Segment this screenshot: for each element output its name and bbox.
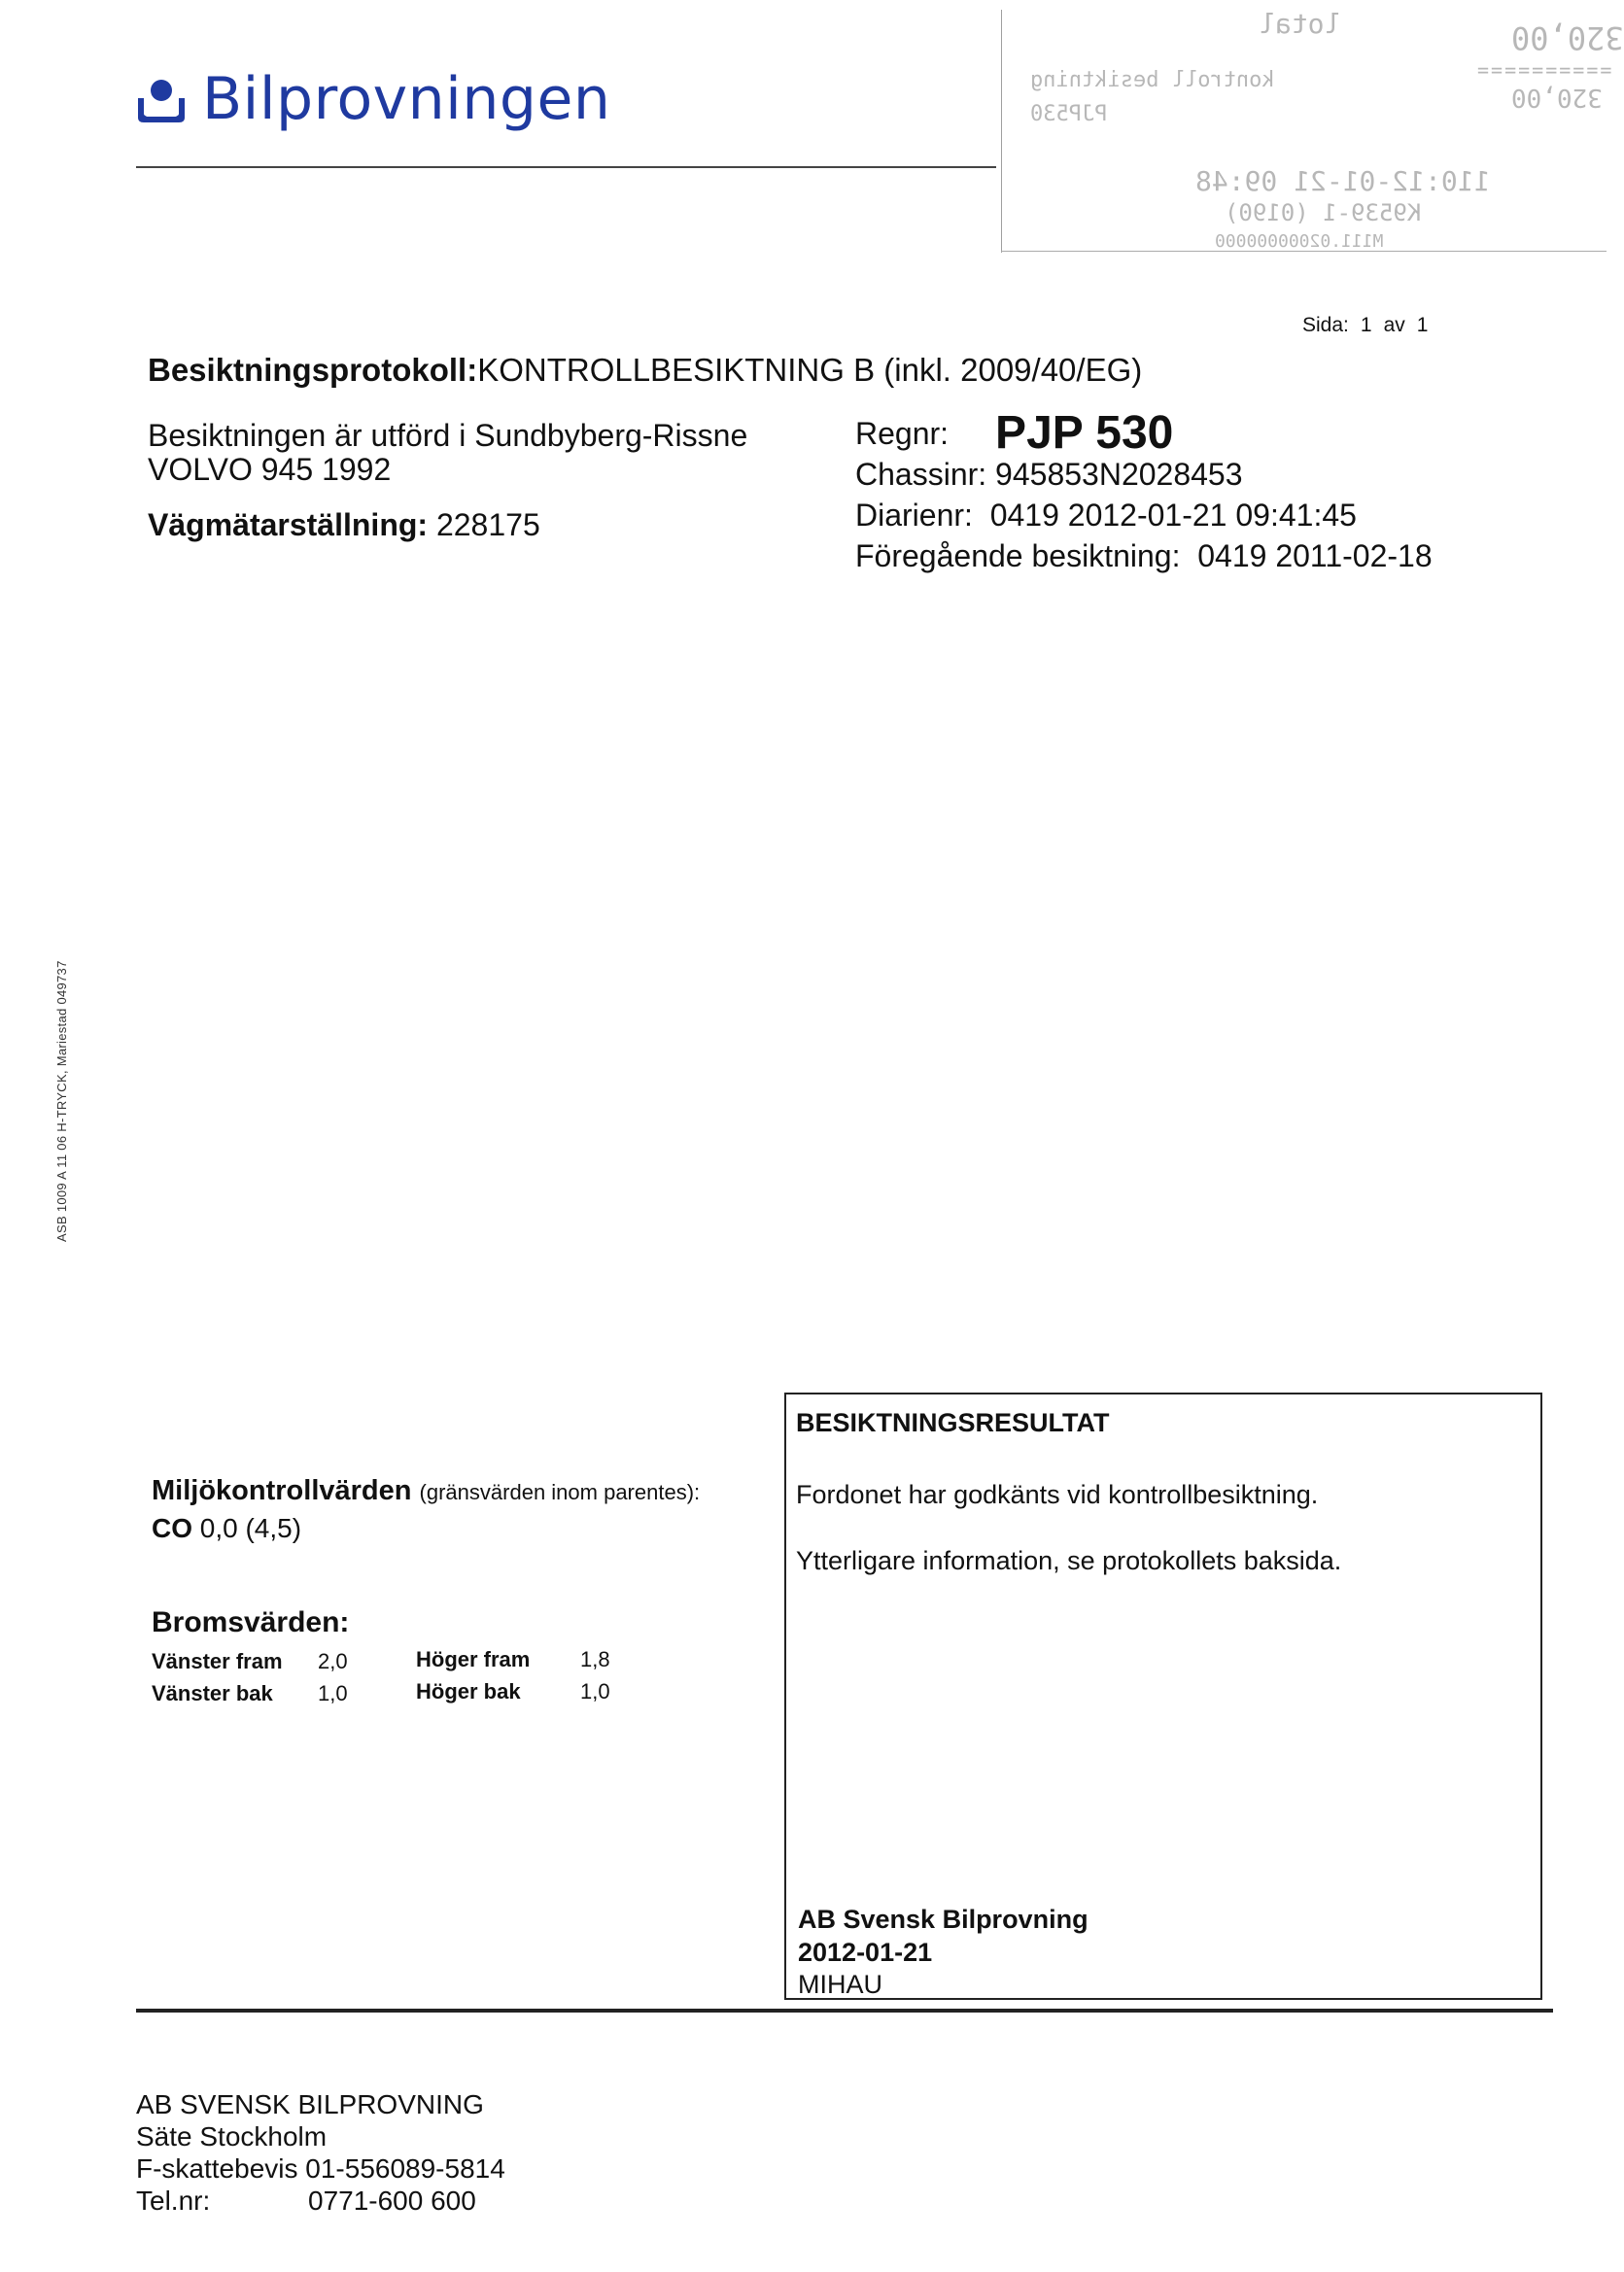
logo-wordmark: Bilprovningen <box>202 65 611 133</box>
stamp-line: ========== <box>1477 58 1614 82</box>
footer-seat: Säte Stockholm <box>136 2121 328 2152</box>
footer-phone-label: Tel.nr: <box>136 2186 211 2216</box>
result-date: 2012-01-21 <box>798 1938 933 1967</box>
stamp-line: 320,00 <box>1511 19 1624 56</box>
result-approved-text: Fordonet har godkänts vid kontrollbesiktning. <box>796 1480 1319 1509</box>
footer-phone <box>136 2186 622 2217</box>
co-label: CO <box>152 1513 192 1543</box>
previous-inspection <box>855 538 1433 574</box>
chassinr-label: Chassinr: <box>855 457 987 492</box>
result-heading: BESIKTNINGSRESULTAT <box>796 1408 1110 1437</box>
protocol-title <box>148 352 1142 389</box>
brake-value: 1,0 <box>318 1681 348 1705</box>
stamp-line: 110:12-01-21 09:48 <box>1195 165 1491 197</box>
brake-label: Höger bak <box>416 1679 521 1704</box>
brakes-heading: Bromsvärden: <box>152 1606 350 1638</box>
environment-label: Miljökontrollvärden <box>152 1475 412 1506</box>
regnr-label: Regnr: <box>855 416 950 451</box>
footer-divider <box>136 2009 1553 2013</box>
brake-value: 1,0 <box>580 1679 610 1704</box>
brake-value: 1,8 <box>580 1647 610 1671</box>
result-box <box>784 1393 1542 2000</box>
odometer-value: 228175 <box>435 507 540 542</box>
brake-label: Höger fram <box>416 1647 531 1671</box>
inspection-location: Besiktningen är utförd i Sundbyberg-Rissne <box>148 418 748 453</box>
footer-company: AB SVENSK BILPROVNING <box>136 2089 484 2119</box>
brake-label: Vänster fram <box>152 1649 283 1673</box>
footer-phone-value: 0771-600 600 <box>308 2186 476 2216</box>
regnr-value: PJP 530 <box>995 407 1174 459</box>
register-stamp <box>982 0 1624 253</box>
result-info-text: Ytterligare information, se protokollets baksida. <box>796 1546 1342 1575</box>
protocol-title-value: KONTROLLBESIKTNING B (inkl. 2009/40/EG) <box>477 352 1143 388</box>
page-label: Sida: <box>1302 314 1349 336</box>
footer-tax <box>136 2153 505 2185</box>
form-code: ASB 1009 A 11 06 H-TRYCK, Mariestad 049737 <box>54 960 69 1242</box>
chassinr-value: 945853N2028453 <box>995 457 1243 492</box>
protocol-title-label: Besiktningsprotokoll: <box>148 352 478 388</box>
bilprovningen-logo-icon <box>134 75 189 123</box>
stamp-line: K9539-1 (0190) <box>1225 199 1422 226</box>
page-of-label: av <box>1383 314 1405 336</box>
stamp-line: kontroll besiktning <box>1030 68 1275 92</box>
chassinr <box>855 457 1243 493</box>
footer-tax-value: 01-556089-5814 <box>305 2153 505 2184</box>
environment-note: (gränsvärden inom parentes): <box>419 1480 701 1504</box>
header-divider <box>136 166 996 168</box>
regnr <box>855 406 1173 460</box>
result-company: AB Svensk Bilprovning <box>798 1905 1088 1934</box>
diarienr-value: 0419 2012-01-21 09:41:45 <box>989 498 1357 533</box>
vehicle-model: VOLVO 945 1992 <box>148 452 392 487</box>
diarienr <box>855 498 1357 534</box>
odometer <box>148 507 540 543</box>
previous-inspection-value: 0419 2011-02-18 <box>1197 538 1433 573</box>
co-value: 0,0 (4,5) <box>199 1513 302 1543</box>
page-total: 1 <box>1416 314 1429 336</box>
page-indicator <box>1302 314 1439 337</box>
brake-label: Vänster bak <box>152 1681 273 1705</box>
stamp-line: PJP530 <box>1030 102 1108 126</box>
odometer-label: Vägmätarställning: <box>148 507 429 542</box>
result-inspector: MIHAU <box>798 1970 882 1999</box>
footer-tax-label: F-skattebevis <box>136 2153 298 2184</box>
bilprovningen-logo <box>134 65 611 133</box>
page-number: 1 <box>1360 314 1372 336</box>
stamp-line: M111.02000000000 <box>1215 231 1384 252</box>
previous-inspection-label: Föregående besiktning: <box>855 538 1181 573</box>
environment-heading <box>152 1475 700 1507</box>
stamp-line: 320,00 <box>1511 83 1603 112</box>
brake-value: 2,0 <box>318 1649 348 1673</box>
diarienr-label: Diarienr: <box>855 498 973 533</box>
stamp-line: lotal <box>1259 8 1341 40</box>
co-value-row <box>152 1513 301 1544</box>
